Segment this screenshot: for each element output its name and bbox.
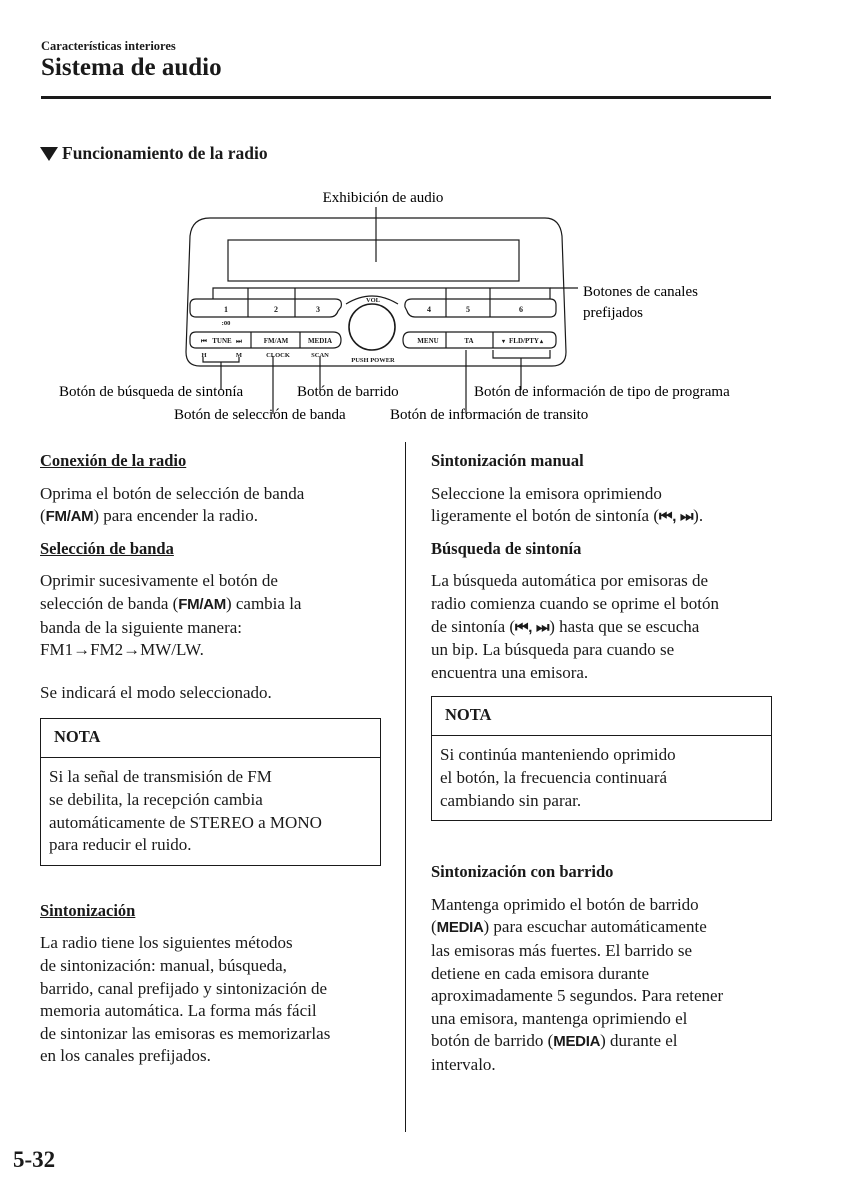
column-divider	[405, 442, 406, 1132]
note-line: cambiando sin parar.	[440, 790, 582, 810]
manual-line1: Seleccione la emisora oprimiendo	[431, 483, 662, 503]
section-heading-text: Funcionamiento de la radio	[62, 143, 268, 163]
preset-2-label: 2	[274, 305, 278, 314]
tuning-line: en los canales prefijados.	[40, 1046, 211, 1066]
seek-line3: de sintonía (⏮, ⏭) hasta que se escucha	[431, 616, 700, 636]
scan-label: SCAN	[311, 352, 329, 359]
tune-label: TUNE	[212, 337, 232, 345]
preset-6-label: 6	[519, 305, 523, 314]
note-box-fm	[40, 718, 381, 865]
tuning-line: de sintonizar las emisoras es memorizarlas	[40, 1023, 331, 1043]
seek-line1: La búsqueda automática por emisoras de	[431, 571, 709, 591]
scan-line5: aproximadamente 5 segundos. Para retener	[431, 986, 724, 1006]
heading-scan-tuning: Sintonización con barrido	[431, 862, 614, 882]
callout-preset-buttons-line2: prefijados	[583, 305, 643, 321]
preset-1-label: 1	[224, 305, 228, 314]
callout-band-button: Botón de selección de banda	[174, 407, 346, 423]
seek-back-icon: ⏮	[201, 338, 207, 345]
note-line: para reducir el ruido.	[49, 835, 192, 855]
triangle-bullet-icon	[40, 147, 58, 161]
note-box-seek	[431, 696, 772, 821]
fmam-button-ref: FM/AM	[178, 595, 226, 613]
tuning-line: de sintonización: manual, búsqueda,	[40, 955, 287, 975]
folder-up-icon: ▴	[540, 339, 544, 345]
note-line: el botón, la frecuencia continuará	[440, 767, 668, 787]
seek-back-icon: ⏮	[659, 508, 673, 526]
note-line: se debilita, la recepción cambia	[49, 789, 263, 809]
ta-label: TA	[464, 337, 474, 345]
tuning-line: La radio tiene los siguientes métodos	[40, 933, 293, 953]
callout-seek-button: Botón de búsqueda de sintonía	[59, 384, 244, 400]
band-line1: Oprimir sucesivamente el botón de	[40, 571, 278, 591]
folder-down-icon: ▾	[502, 339, 506, 345]
section-heading	[40, 143, 268, 164]
fmam-button-ref: FM/AM	[45, 508, 94, 526]
tuning-line: barrido, canal prefijado y sintonización de	[40, 978, 327, 998]
heading-seek-tuning: Búsqueda de sintonía	[431, 538, 582, 558]
vol-label: VOL	[366, 297, 380, 304]
comma: ,	[528, 618, 536, 636]
page-number: 5-32	[13, 1147, 56, 1172]
page-title: Sistema de audio	[41, 54, 222, 81]
tuning-line: memoria automática. La forma más fácil	[40, 1001, 317, 1021]
header-divider	[41, 96, 771, 99]
heading-manual-tuning: Sintonización manual	[431, 451, 584, 470]
note-title: NOTA	[432, 697, 771, 736]
manual-line2: ligeramente el botón de sintonía (⏮, ⏭).	[431, 506, 704, 526]
radio-on-line2: (FM/AM) para encender la radio.	[40, 506, 259, 526]
scan-line2: (MEDIA) para escuchar automáticamente	[431, 917, 707, 937]
seek-forward-icon: ⏭	[236, 338, 242, 345]
right-column	[431, 450, 776, 1076]
clock-label: CLOCK	[266, 352, 290, 359]
minute-label: M	[235, 352, 243, 359]
band-line5: Se indicará el modo seleccionado.	[40, 682, 272, 702]
comma: ,	[672, 508, 680, 526]
preset-5-label: 5	[466, 305, 470, 314]
callout-traffic-button: Botón de información de transito	[390, 407, 589, 423]
preset-3-label: 3	[316, 305, 320, 314]
menu-label: MENU	[417, 337, 439, 345]
callout-scan-button: Botón de barrido	[297, 384, 399, 400]
band-line3: banda de la siguiente manera:	[40, 617, 243, 637]
radio-panel-figure	[0, 180, 845, 430]
radio-on-line1: Oprima el botón de selección de banda	[40, 483, 305, 503]
seek-line2: radio comienza cuando se oprime el botón	[431, 593, 719, 613]
scan-line3: las emisoras más fuertes. El barrido se	[431, 940, 693, 960]
scan-line6: una emisora, mantenga oprimiendo el	[431, 1008, 688, 1028]
callout-audio-display: Exhibición de audio	[322, 190, 444, 206]
seek-back-icon: ⏮	[515, 618, 529, 636]
heading-band-select: Selección de banda	[40, 538, 174, 558]
fldpty-label: FLD/PTY	[509, 337, 539, 345]
note-title: NOTA	[41, 719, 380, 758]
note-line: Si la señal de transmisión de FM	[49, 767, 272, 787]
heading-tuning: Sintonización	[40, 900, 136, 920]
preset-4-label: 4	[427, 305, 431, 314]
scan-line7: botón de barrido (MEDIA) durante el	[431, 1031, 678, 1051]
seek-forward-icon: ⏭	[536, 618, 550, 636]
media-label: MEDIA	[307, 337, 333, 345]
running-header-section: Características interiores	[41, 39, 176, 53]
hour-label: H	[201, 352, 207, 359]
seek-line4: un bip. La búsqueda para cuando se	[431, 640, 675, 660]
clock-minutes-label: :00	[221, 320, 231, 327]
callout-preset-buttons-line1: Botones de canales	[583, 284, 698, 300]
seek-forward-icon: ⏭	[679, 508, 694, 526]
scan-line8: intervalo.	[431, 1054, 496, 1074]
left-column	[40, 450, 385, 1068]
note-line: automáticamente de STEREO a MONO	[49, 812, 322, 832]
push-power-label: PUSH POWER	[351, 357, 395, 364]
fmam-label: FM/AM	[263, 337, 289, 345]
note-body	[432, 736, 771, 820]
note-body	[41, 758, 380, 864]
callout-program-type-button: Botón de información de tipo de programa	[474, 384, 730, 400]
media-button-ref: MEDIA	[553, 1033, 601, 1051]
scan-line1: Mantenga oprimido el botón de barrido	[431, 894, 699, 914]
band-line2: selección de banda (FM/AM) cambia la	[40, 593, 302, 613]
heading-radio-on: Conexión de la radio	[40, 451, 187, 470]
seek-line5: encuentra una emisora.	[431, 662, 589, 682]
note-line: Si continúa manteniendo oprimido	[440, 745, 676, 765]
scan-line4: detiene en cada emisora durante	[431, 963, 650, 983]
band-line4: FM1→FM2→MW/LW.	[40, 640, 204, 660]
media-button-ref: MEDIA	[436, 919, 484, 937]
